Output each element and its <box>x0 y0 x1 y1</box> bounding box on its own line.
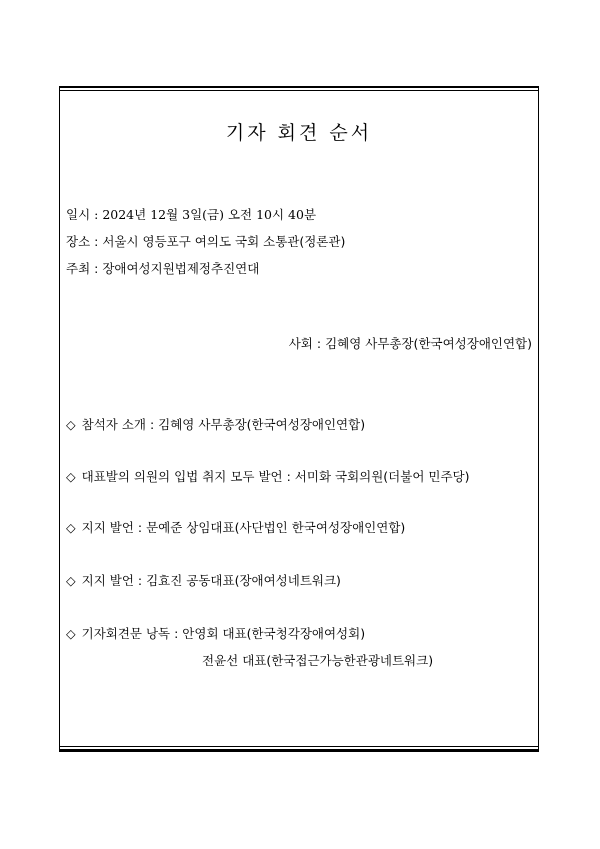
bottom-rule <box>59 749 539 752</box>
mc-line <box>289 334 532 352</box>
program-item-separator: : <box>170 626 183 641</box>
program-item-label: 기자회견문 낭독 <box>81 626 171 641</box>
program-item-value: 서미화 국회의원(더불어 민주당) <box>294 469 470 484</box>
info-host <box>66 259 259 277</box>
diamond-bullet-icon: ◇ <box>66 469 76 484</box>
top-rule-thin <box>59 90 539 91</box>
host-value: 장애여성지원법제정추진연대 <box>102 261 260 276</box>
diamond-bullet-icon: ◇ <box>66 417 76 432</box>
top-rule <box>59 86 539 88</box>
place-value: 서울시 영등포구 여의도 국회 소통관(정론관) <box>102 234 346 249</box>
date-value: 2024년 12월 3일(금) 오전 10시 40분 <box>102 207 317 222</box>
program-item-label: 지지 발언 <box>81 520 134 535</box>
mc-separator: : <box>312 336 326 351</box>
program-item-separator: : <box>282 469 295 484</box>
program-item-value: 안영회 대표(한국청각장애여성회) <box>182 626 366 641</box>
place-separator: : <box>90 234 103 249</box>
program-item-separator: : <box>145 417 159 432</box>
diamond-bullet-icon: ◇ <box>66 626 76 641</box>
mc-label: 사회 <box>288 336 313 351</box>
program-item-value: 김효진 공동대표(장애여성네트워크) <box>146 573 341 588</box>
host-label: 주최 <box>66 261 91 276</box>
program-item-support-speech-2 <box>66 571 341 589</box>
program-item-support-speech-1 <box>66 518 405 536</box>
program-item-statement-reader-2: 전윤선 대표(한국접근가능한관광네트워크) <box>202 653 434 668</box>
program-item-separator: : <box>133 573 147 588</box>
program-item-label: 참석자 소개 <box>81 417 146 432</box>
date-separator: : <box>90 207 103 222</box>
program-item-statement-reading <box>66 624 365 642</box>
host-separator: : <box>90 261 103 276</box>
program-item-label: 대표발의 의원의 입법 취지 모두 발언 <box>81 469 283 484</box>
program-item-value: 김혜영 사무총장(한국여성장애인연합) <box>158 417 366 432</box>
mc-value: 김혜영 사무총장(한국여성장애인연합) <box>325 336 532 351</box>
info-place <box>66 232 345 250</box>
diamond-bullet-icon: ◇ <box>66 573 76 588</box>
program-item-value: 문예준 상임대표(사단법인 한국여성장애인연합) <box>146 520 406 535</box>
diamond-bullet-icon: ◇ <box>66 520 76 535</box>
page-title: 기자 회견 순서 <box>225 122 373 144</box>
program-item-separator: : <box>133 520 147 535</box>
program-item-opening-remarks <box>66 467 469 485</box>
date-label: 일시 <box>66 207 91 222</box>
program-item-label: 지지 발언 <box>81 573 134 588</box>
place-label: 장소 <box>66 234 91 249</box>
bottom-rule-thin <box>59 746 539 747</box>
info-date <box>66 205 316 223</box>
program-item-introductions <box>66 415 365 433</box>
